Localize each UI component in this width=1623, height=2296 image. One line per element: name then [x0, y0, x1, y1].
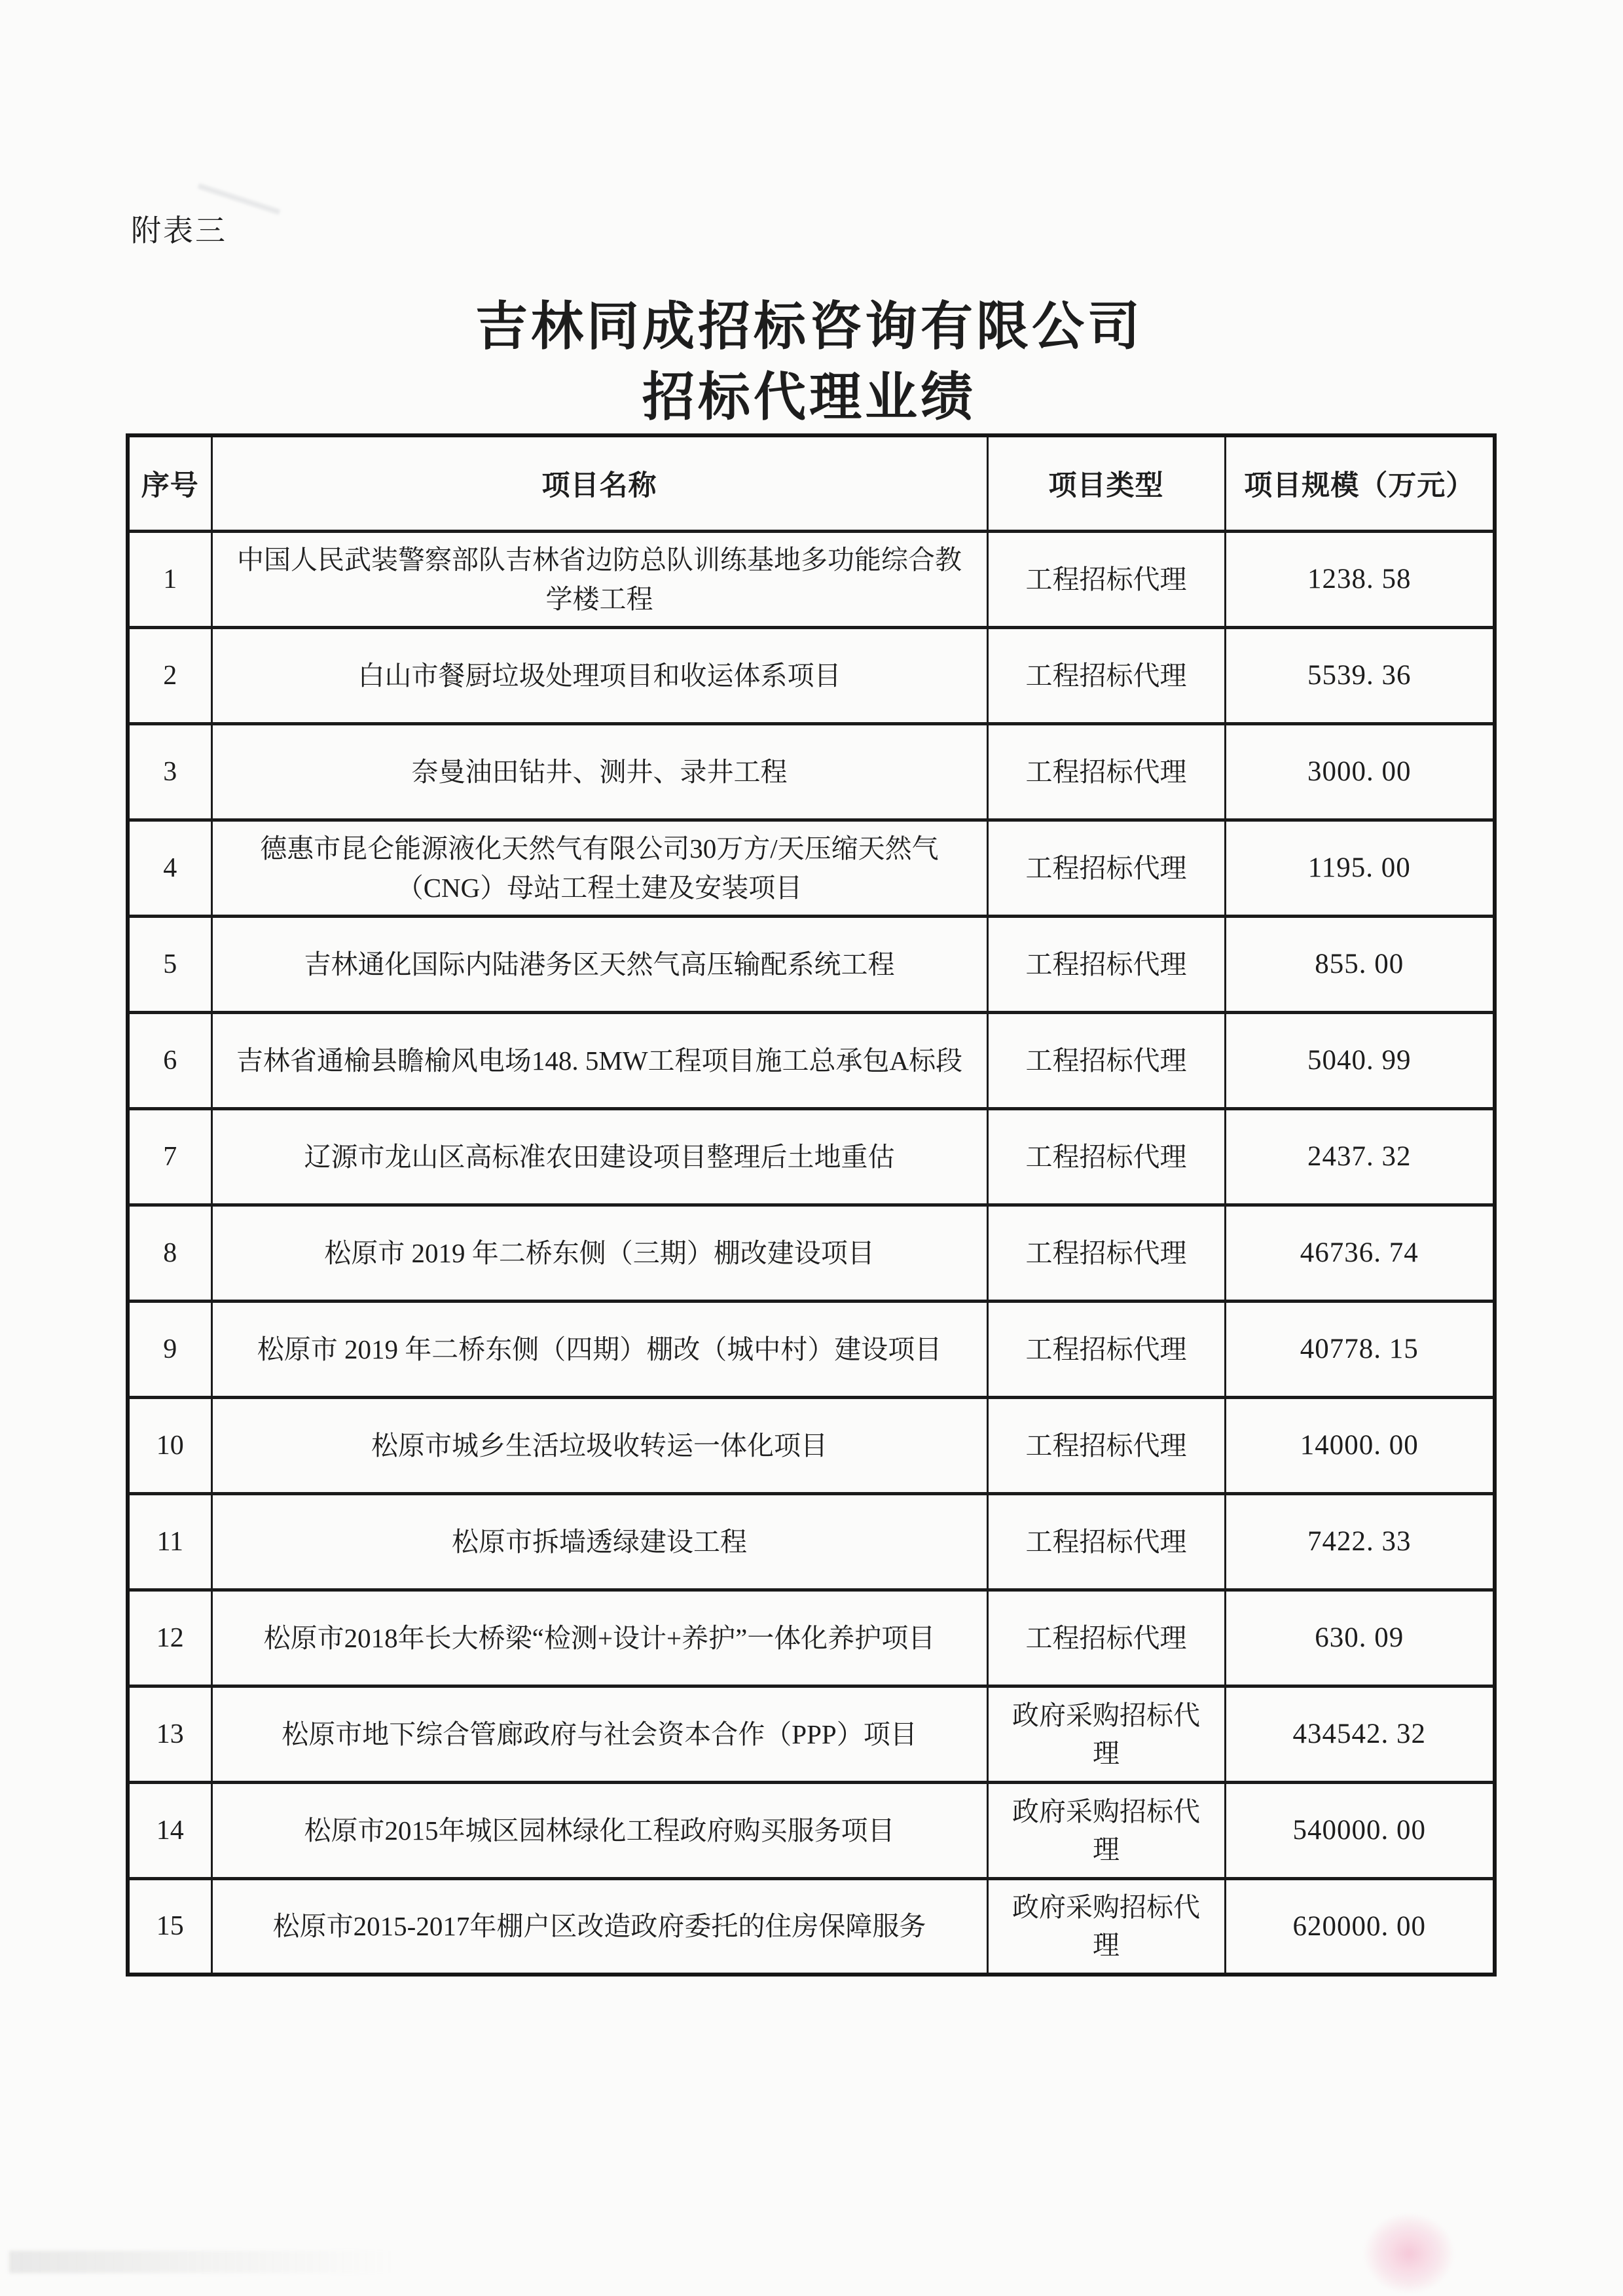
row-number: 7: [128, 1108, 211, 1205]
column-header-no: 序号: [128, 435, 211, 531]
project-name: 辽源市龙山区高标准农田建设项目整理后土地重估: [211, 1108, 987, 1205]
project-type: 工程招标代理: [987, 531, 1225, 627]
project-name: 松原市地下综合管廊政府与社会资本合作（PPP）项目: [211, 1686, 987, 1782]
project-name: 松原市城乡生活垃圾收转运一体化项目: [211, 1397, 987, 1493]
column-header-name: 项目名称: [211, 435, 987, 531]
project-type: 政府采购招标代理: [987, 1686, 1225, 1782]
project-scale: 7422. 33: [1225, 1493, 1495, 1590]
row-number: 6: [128, 1012, 211, 1108]
table-row: [128, 1493, 1495, 1590]
project-scale: 46736. 74: [1225, 1205, 1495, 1301]
project-scale: 434542. 32: [1225, 1686, 1495, 1782]
project-scale: 540000. 00: [1225, 1782, 1495, 1878]
project-type: 工程招标代理: [987, 1301, 1225, 1397]
row-number: 12: [128, 1590, 211, 1686]
project-name: 白山市餐厨垃圾处理项目和收运体系项目: [211, 627, 987, 723]
row-number: 13: [128, 1686, 211, 1782]
project-name: 吉林通化国际内陆港务区天然气高压输配系统工程: [211, 916, 987, 1012]
project-type: 工程招标代理: [987, 723, 1225, 820]
project-type: 工程招标代理: [987, 916, 1225, 1012]
scan-smudge-artifact: [9, 2251, 415, 2273]
project-type: 工程招标代理: [987, 1493, 1225, 1590]
table-row: [128, 1301, 1495, 1397]
project-scale: 630. 09: [1225, 1590, 1495, 1686]
project-type: 政府采购招标代理: [987, 1878, 1225, 1975]
row-number: 11: [128, 1493, 211, 1590]
project-name: 松原市 2019 年二桥东侧（四期）棚改（城中村）建设项目: [211, 1301, 987, 1397]
project-scale: 1238. 58: [1225, 531, 1495, 627]
table-row: [128, 1878, 1495, 1975]
table-header-row: [128, 435, 1495, 531]
project-scale: 5040. 99: [1225, 1012, 1495, 1108]
column-header-scale: 项目规模（万元）: [1225, 435, 1495, 531]
table-row: [128, 1012, 1495, 1108]
project-type: 工程招标代理: [987, 1108, 1225, 1205]
project-scale: 620000. 00: [1225, 1878, 1495, 1975]
stamp-smudge-artifact: [1350, 2201, 1468, 2296]
appendix-label: 附表三: [131, 214, 227, 247]
row-number: 10: [128, 1397, 211, 1493]
table-row: [128, 820, 1495, 916]
table-row: [128, 627, 1495, 723]
table-row: [128, 1108, 1495, 1205]
document-title-line1: 吉林同成招标咨询有限公司: [475, 299, 1143, 356]
row-number: 15: [128, 1878, 211, 1975]
table-row: [128, 723, 1495, 820]
table-row: [128, 1782, 1495, 1878]
project-scale: 855. 00: [1225, 916, 1495, 1012]
project-type: 工程招标代理: [987, 627, 1225, 723]
table-row: [128, 916, 1495, 1012]
table-row: [128, 1686, 1495, 1782]
project-name: 中国人民武装警察部队吉林省边防总队训练基地多功能综合教学楼工程: [211, 531, 987, 627]
project-name: 德惠市昆仑能源液化天然气有限公司30万方/天压缩天然气（CNG）母站工程土建及安装项目: [211, 820, 987, 916]
project-name: 奈曼油田钻井、测井、录井工程: [211, 723, 987, 820]
table-row: [128, 1590, 1495, 1686]
project-type: 工程招标代理: [987, 1397, 1225, 1493]
project-type: 政府采购招标代理: [987, 1782, 1225, 1878]
row-number: 14: [128, 1782, 211, 1878]
project-scale: 40778. 15: [1225, 1301, 1495, 1397]
performance-table: [126, 433, 1497, 1977]
table-row: [128, 531, 1495, 627]
project-name: 松原市2018年长大桥梁“检测+设计+养护”一体化养护项目: [211, 1590, 987, 1686]
row-number: 8: [128, 1205, 211, 1301]
project-name: 松原市拆墙透绿建设工程: [211, 1493, 987, 1590]
row-number: 1: [128, 531, 211, 627]
project-type: 工程招标代理: [987, 1205, 1225, 1301]
project-scale: 3000. 00: [1225, 723, 1495, 820]
document-title-line2: 招标代理业绩: [642, 369, 976, 427]
row-number: 4: [128, 820, 211, 916]
project-name: 松原市2015-2017年棚户区改造政府委托的住房保障服务: [211, 1878, 987, 1975]
project-scale: 5539. 36: [1225, 627, 1495, 723]
project-name: 松原市2015年城区园林绿化工程政府购买服务项目: [211, 1782, 987, 1878]
project-type: 工程招标代理: [987, 1590, 1225, 1686]
row-number: 9: [128, 1301, 211, 1397]
project-scale: 14000. 00: [1225, 1397, 1495, 1493]
row-number: 3: [128, 723, 211, 820]
project-type: 工程招标代理: [987, 820, 1225, 916]
table-row: [128, 1397, 1495, 1493]
project-name: 松原市 2019 年二桥东侧（三期）棚改建设项目: [211, 1205, 987, 1301]
table-row: [128, 1205, 1495, 1301]
column-header-type: 项目类型: [987, 435, 1225, 531]
row-number: 2: [128, 627, 211, 723]
row-number: 5: [128, 916, 211, 1012]
project-name: 吉林省通榆县瞻榆风电场148. 5MW工程项目施工总承包A标段: [211, 1012, 987, 1108]
project-scale: 2437. 32: [1225, 1108, 1495, 1205]
document-title: [126, 292, 1493, 433]
project-scale: 1195. 00: [1225, 820, 1495, 916]
project-type: 工程招标代理: [987, 1012, 1225, 1108]
